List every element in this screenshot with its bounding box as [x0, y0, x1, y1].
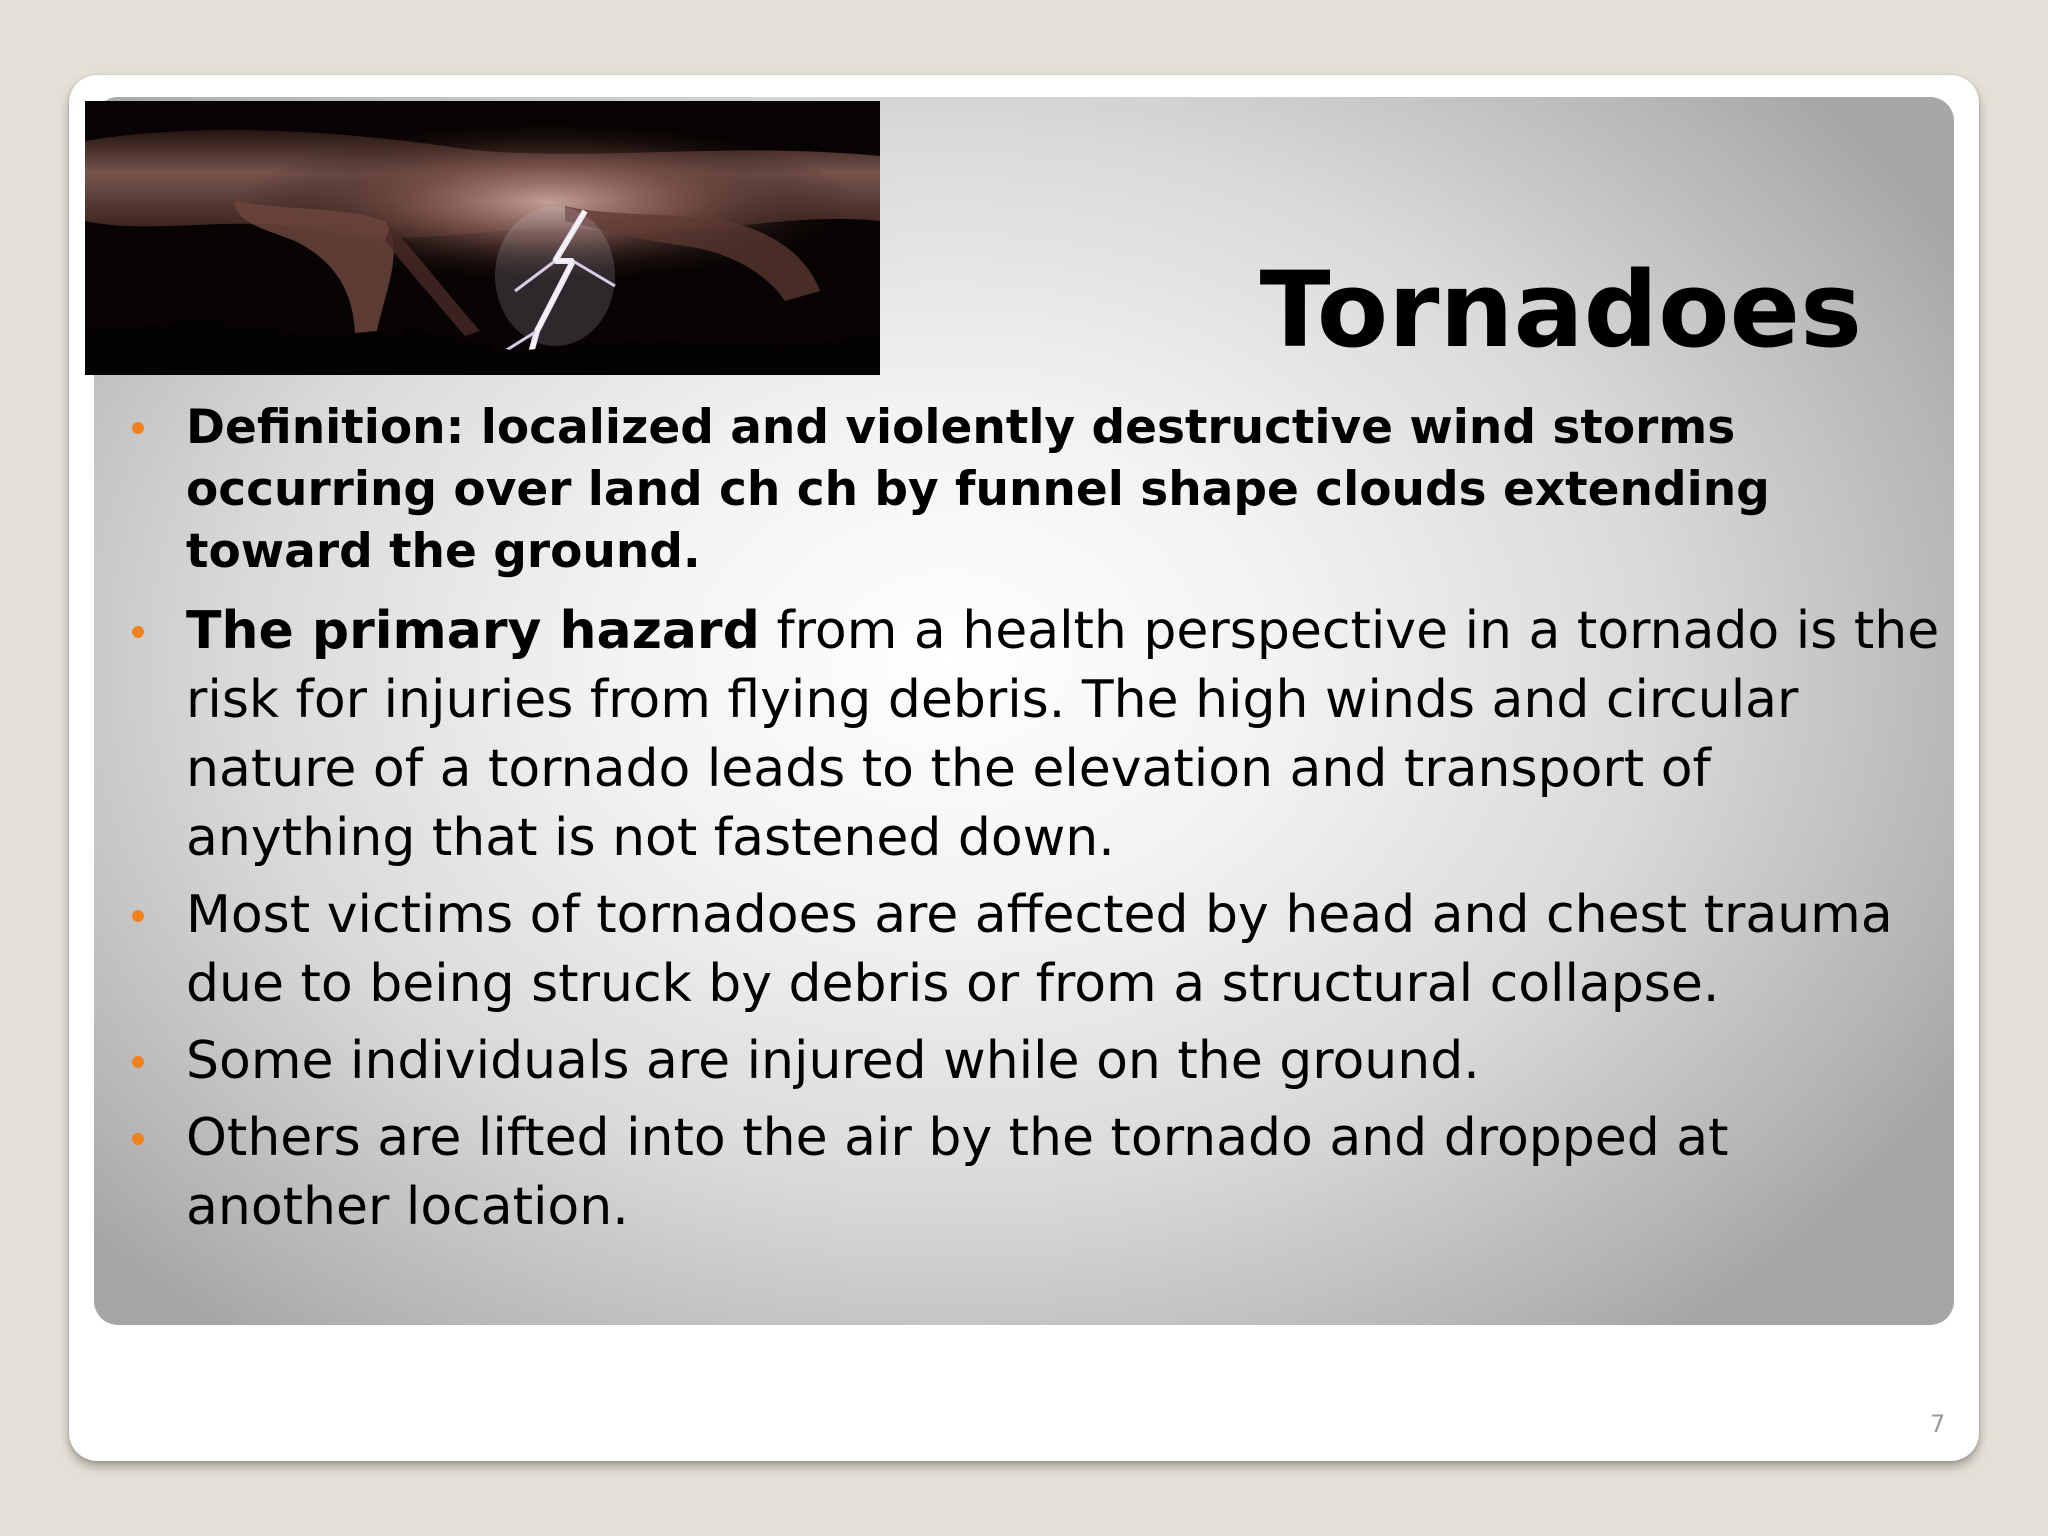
bullet-dot-icon: [132, 1133, 144, 1145]
bullet-injured-ground: [186, 1027, 1946, 1096]
bullet-bold-lead: The primary hazard: [186, 601, 760, 661]
bullet-dot-icon: [132, 1056, 144, 1068]
bullet-list: [186, 397, 1946, 1242]
bullet-lifted: [186, 1104, 1946, 1242]
bullet-victims: [186, 881, 1946, 1019]
bullet-text: Definition: localized and violently destructive wind storms occurring over land ch ch by funnel shape clouds extending toward the ground.: [186, 400, 1770, 579]
bullet-dot-icon: [132, 422, 144, 434]
bullet-primary-hazard: [186, 597, 1946, 873]
slide-title: Tornadoes: [1259, 249, 1862, 371]
bullet-text: Some individuals are injured while on the ground.: [186, 1031, 1480, 1091]
page-number: 7: [1930, 1410, 1946, 1438]
bullet-dot-icon: [132, 910, 144, 922]
bullet-text: Others are lifted into the air by the tornado and dropped at another location.: [186, 1108, 1729, 1237]
tornado-lightning-image: [85, 101, 880, 375]
tornado-lightning-photo: [85, 101, 880, 375]
bullet-text: Most victims of tornadoes are affected by head and chest trauma due to being struck by debris or from a structural collapse.: [186, 885, 1893, 1014]
bullet-dot-icon: [132, 626, 144, 638]
bullet-definition: [186, 397, 1946, 583]
bullet-text: from a health perspective in a tornado is the risk for injuries from flying debris. The high winds and circular nature of a tornado leads to the elevation and transport of anything that is not fastened down.: [186, 601, 1940, 868]
